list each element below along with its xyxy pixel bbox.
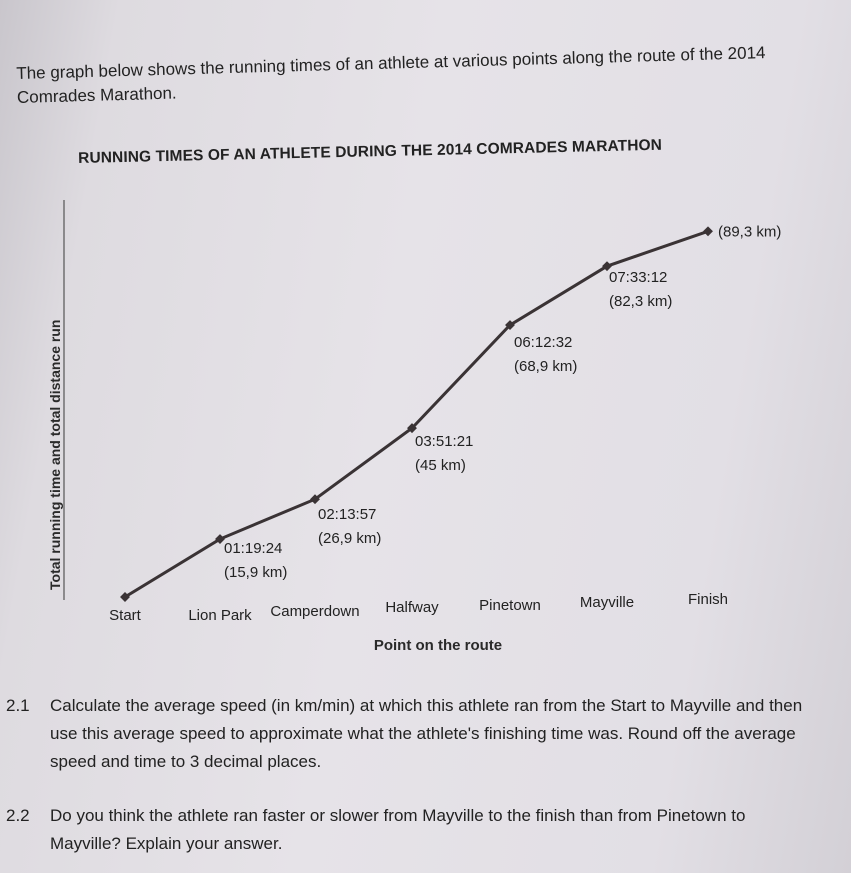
data-point bbox=[703, 226, 713, 236]
question-number: 2.2 bbox=[6, 806, 30, 825]
x-tick-label: Halfway bbox=[385, 599, 439, 616]
x-tick-label: Mayville bbox=[579, 594, 635, 611]
x-tick-label: Camperdown bbox=[270, 603, 360, 620]
data-label-distance: (15,9 km) bbox=[224, 564, 288, 582]
x-tick-label: Start bbox=[109, 607, 141, 624]
question-text: Calculate the average speed (in km/min) at which this athlete ran from the Start to Mayville and then use this average speed to approximate what the athlete's finishing time was. Round off the average speed and time to 3 decimal places. bbox=[50, 696, 803, 771]
data-label-distance: (82,3 km) bbox=[609, 293, 673, 311]
data-label-distance: (45 km) bbox=[415, 457, 466, 475]
data-label-time: 06:12:32 bbox=[514, 334, 573, 352]
question-text: Do you think the athlete ran faster or slower from Mayville to the finish than from Pinetown to Mayville? Explain your answer. bbox=[50, 806, 746, 853]
data-label-distance: (68,9 km) bbox=[514, 358, 578, 376]
data-label-time: 01:19:24 bbox=[224, 540, 283, 558]
intro-text: The graph below shows the running times of an athlete at various points along the route of the 2014 Comrades Marathon. bbox=[16, 43, 766, 107]
question-number: 2.1 bbox=[6, 696, 30, 715]
data-label-distance: (89,3 km) bbox=[718, 223, 782, 241]
data-label-time: 02:13:57 bbox=[318, 506, 377, 524]
x-tick-label: Lion Park bbox=[188, 607, 252, 624]
data-label-time: 07:33:12 bbox=[609, 269, 668, 287]
data-label-time: 03:51:21 bbox=[415, 433, 474, 451]
x-axis-label: Point on the route bbox=[373, 637, 503, 654]
y-axis-label: Total running time and total distance run bbox=[47, 319, 63, 590]
x-tick-label: Pinetown bbox=[479, 597, 541, 614]
x-tick-label: Finish bbox=[687, 591, 729, 608]
data-label-distance: (26,9 km) bbox=[318, 530, 382, 548]
chart-title: RUNNING TIMES OF AN ATHLETE DURING THE 2014 COMRADES MARATHON bbox=[78, 136, 663, 167]
